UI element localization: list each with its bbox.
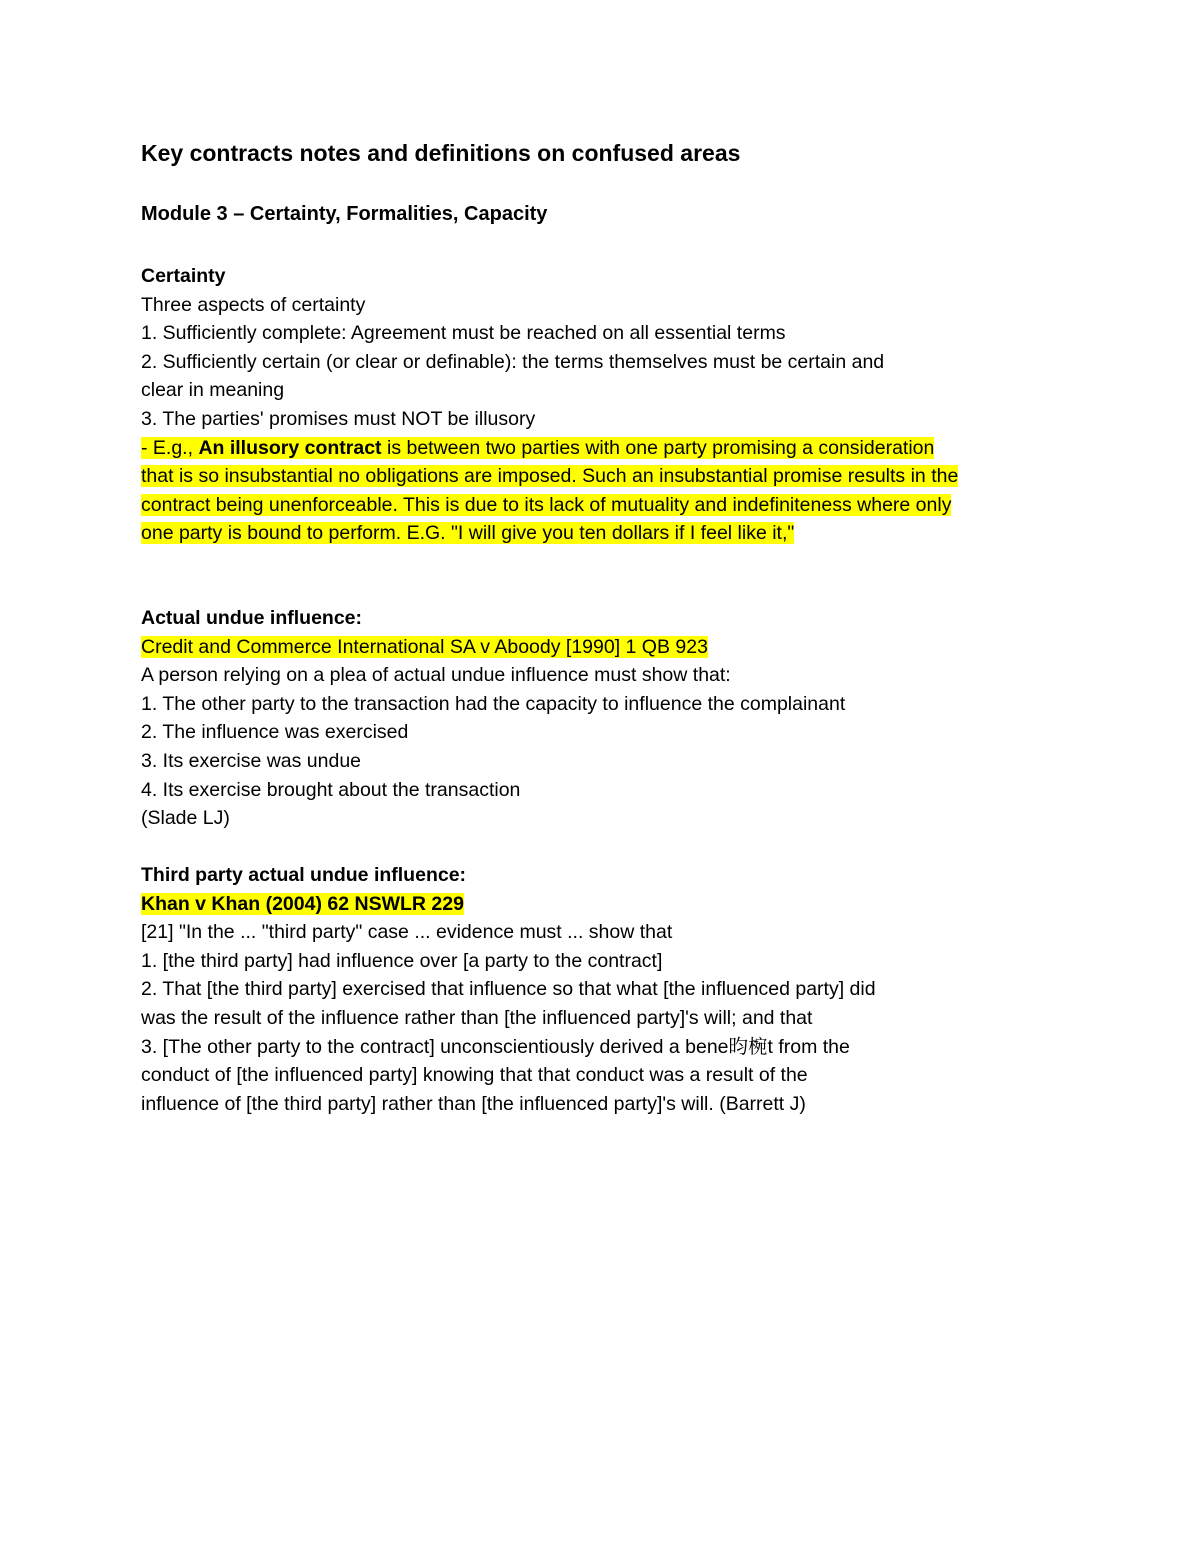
khan-case-citation: Khan v Khan (2004) 62 NSWLR 229	[141, 892, 464, 915]
actual-undue-judge: (Slade LJ)	[141, 807, 230, 830]
certainty-section	[141, 262, 1061, 548]
illusory-example-line-3	[141, 491, 1061, 520]
third-party-heading: Third party actual undue influence:	[141, 864, 467, 886]
document-title: Key contracts notes and definitions on confused areas	[141, 140, 741, 166]
illusory-example-line-3-text: contract being unenforceable. This is due to its lack of mutuality and indefiniteness where only	[141, 493, 952, 516]
third-party-item-3-line-3: influence of [the third party] rather than [the influenced party]'s will. (Barrett J)	[141, 1092, 806, 1115]
certainty-item-3: 3. The parties' promises must NOT be illusory	[141, 407, 536, 430]
actual-undue-influence-section	[141, 604, 1061, 833]
aboody-case-line	[141, 633, 1061, 662]
aboody-case-citation: Credit and Commerce International SA v Aboody [1990] 1 QB 923	[141, 635, 708, 658]
actual-undue-item-4: 4. Its exercise brought about the transaction	[141, 778, 521, 801]
third-party-undue-influence-section	[141, 861, 1061, 1118]
illusory-example-line-1-rest: is between two parties with one party promising a consideration	[381, 436, 935, 459]
module-heading: Module 3 – Certainty, Formalities, Capacity	[141, 203, 548, 225]
illusory-example-line-4	[141, 519, 1061, 548]
actual-undue-intro: A person relying on a plea of actual undue influence must show that:	[141, 664, 731, 687]
actual-undue-item-3: 3. Its exercise was undue	[141, 749, 362, 772]
khan-case-line	[141, 890, 1061, 919]
illusory-example-prefix: - E.g.,	[141, 436, 199, 459]
actual-undue-item-2: 2. The influence was exercised	[141, 721, 409, 744]
actual-undue-item-1: 1. The other party to the transaction had the capacity to influence the complainant	[141, 692, 846, 715]
certainty-intro: Three aspects of certainty	[141, 293, 366, 316]
third-party-item-3-line-1: 3. [The other party to the contract] unconscientiously derived a bene昀椀t from the	[141, 1035, 850, 1058]
certainty-item-2-line-1: 2. Sufficiently certain (or clear or definable): the terms themselves must be certain and	[141, 350, 885, 373]
illusory-example-line-1	[141, 434, 1061, 463]
third-party-item-2-line-1: 2. That [the third party] exercised that influence so that what [the influenced party] did	[141, 978, 876, 1001]
certainty-item-2-line-2: clear in meaning	[141, 379, 285, 402]
certainty-heading: Certainty	[141, 265, 226, 287]
third-party-item-3-line-2: conduct of [the influenced party] knowing that that conduct was a result of the	[141, 1064, 808, 1087]
illusory-example-line-4-text: one party is bound to perform. E.G. "I will give you ten dollars if I feel like it,"	[141, 522, 795, 545]
certainty-item-1: 1. Sufficiently complete: Agreement must be reached on all essential terms	[141, 322, 786, 345]
illusory-example-line-2-text: that is so insubstantial no obligations are imposed. Such an insubstantial promise results in the	[141, 465, 959, 488]
illusory-example-line-2	[141, 462, 1061, 491]
illusory-contract-term: An illusory contract	[198, 436, 382, 459]
third-party-item-1: 1. [the third party] had influence over [a party to the contract]	[141, 949, 663, 972]
third-party-item-2-line-2: was the result of the influence rather than [the influenced party]'s will; and that	[141, 1006, 813, 1029]
actual-undue-heading: Actual undue influence:	[141, 607, 363, 629]
third-party-quote-intro: [21] "In the ... "third party" case ... evidence must ... show that	[141, 921, 673, 944]
